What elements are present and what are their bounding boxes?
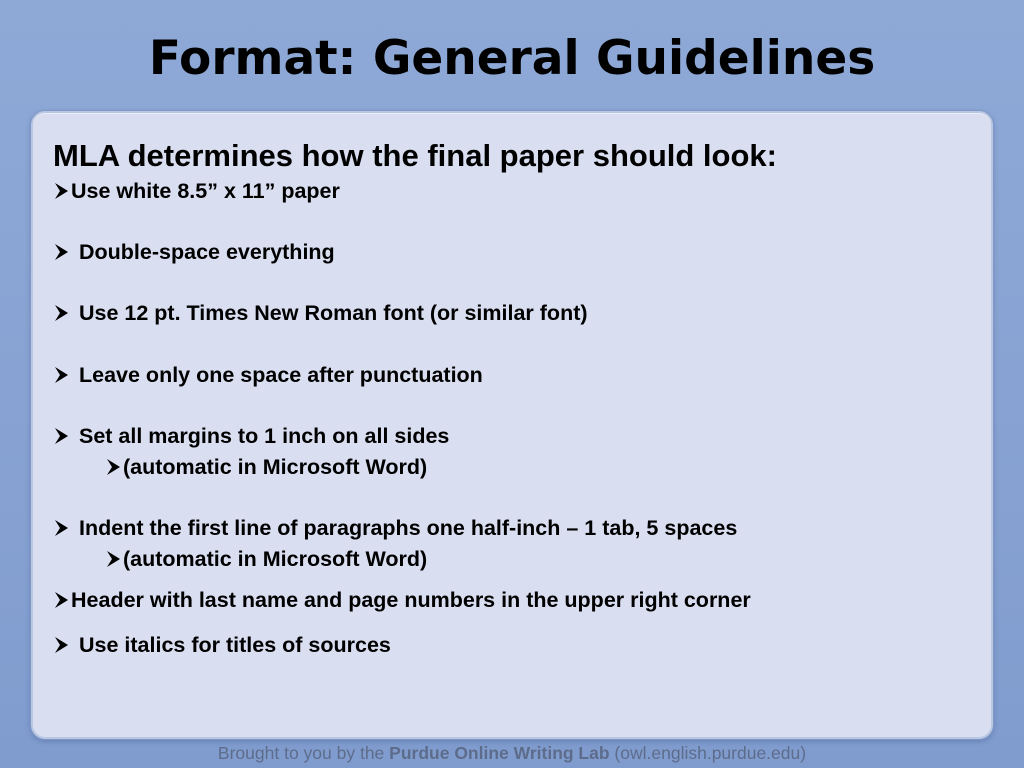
- arrow-bullet-icon: [106, 458, 121, 476]
- arrow-bullet-icon: [54, 366, 69, 384]
- footer-lab-name: Purdue Online Writing Lab: [389, 743, 610, 763]
- bullet-item: [54, 632, 391, 658]
- sub-bullet-item: [106, 546, 427, 572]
- arrow-bullet-icon: [54, 636, 69, 654]
- bullet-item: [54, 423, 449, 449]
- footer-url: (owl.english.purdue.edu): [614, 743, 807, 763]
- bullet-text: Double-space everything: [79, 240, 335, 264]
- bullet-text: (automatic in Microsoft Word): [123, 455, 428, 479]
- slide-title: Format: General Guidelines: [148, 31, 876, 86]
- bullet-text: Use 12 pt. Times New Roman font (or similar font): [79, 301, 588, 325]
- bullet-text: Header with last name and page numbers in the upper right corner: [71, 588, 751, 612]
- bullet-item: [54, 362, 483, 388]
- footer-credit: [0, 742, 1024, 764]
- bullet-text: (automatic in Microsoft Word): [123, 547, 428, 571]
- arrow-bullet-icon: [54, 243, 69, 261]
- arrow-bullet-icon: [54, 427, 69, 445]
- bullet-item: [54, 515, 737, 541]
- arrow-bullet-icon: [54, 591, 69, 609]
- arrow-bullet-icon: [106, 550, 121, 568]
- bullet-text: Use white 8.5” x 11” paper: [71, 179, 340, 203]
- arrow-bullet-icon: [54, 519, 69, 537]
- arrow-bullet-icon: [54, 182, 69, 200]
- bullet-text: Leave only one space after punctuation: [79, 363, 483, 387]
- content-heading: MLA determines how the final paper should look:: [53, 138, 777, 173]
- bullet-text: Use italics for titles of sources: [79, 633, 391, 657]
- arrow-bullet-icon: [54, 304, 69, 322]
- bullet-item: [54, 178, 340, 204]
- bullet-item: [54, 300, 588, 326]
- bullet-text: Indent the first line of paragraphs one half-inch – 1 tab, 5 spaces: [79, 516, 738, 540]
- footer-prefix: Brought to you by the: [217, 743, 385, 763]
- bullet-item: [54, 239, 335, 265]
- sub-bullet-item: [106, 454, 427, 480]
- bullet-text: Set all margins to 1 inch on all sides: [79, 424, 450, 448]
- bullet-item: [54, 587, 751, 613]
